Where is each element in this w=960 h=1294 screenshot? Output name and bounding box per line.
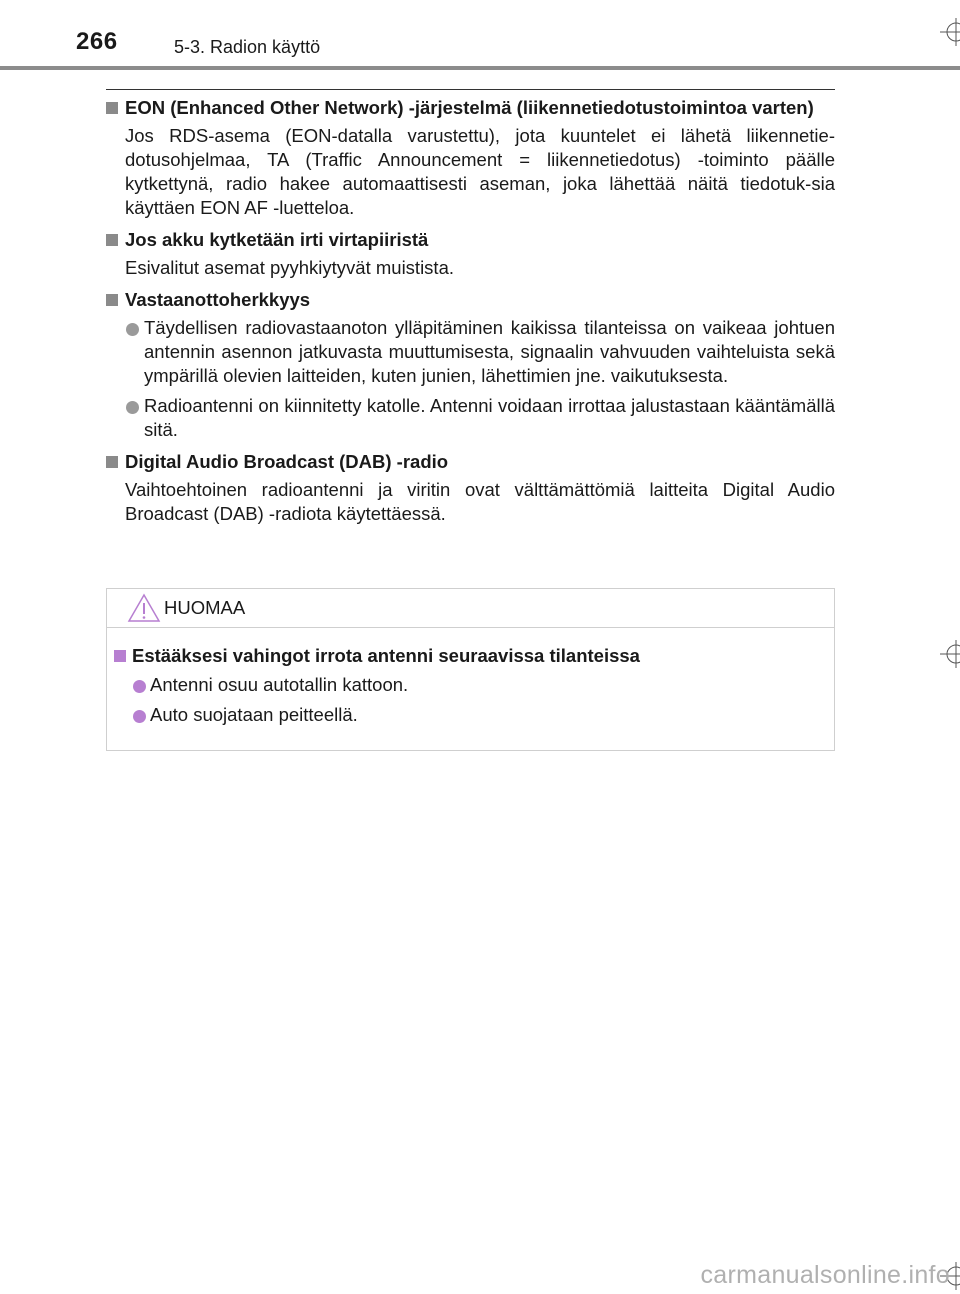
circle-bullet-icon: [126, 401, 139, 414]
section-text: Vaihtoehtoinen radioantenni ja viritin ovat välttämättömiä laitteita Digital Audio Broadcast (DAB) -radiota käytettäessä.: [125, 479, 835, 524]
notice-header: [107, 589, 834, 628]
square-bullet-icon: [106, 294, 118, 306]
section-heading: Vastaanottoherkkyys: [106, 288, 835, 312]
header-rule: [0, 66, 960, 70]
registration-mark-icon: [940, 18, 960, 46]
section-dab: [106, 450, 835, 526]
list-item: Radioantenni on kiinnitetty katolle. Antenni voidaan irrottaa jalustastaan kääntämällä sitä.: [106, 394, 835, 442]
section-text: Esivalitut asemat pyyhkiytyvät muistista.: [125, 257, 454, 278]
page-header: [0, 0, 960, 70]
warning-triangle-icon: [127, 593, 161, 623]
circle-bullet-icon: [133, 680, 146, 693]
square-bullet-icon: [114, 650, 126, 662]
registration-mark-icon: [940, 640, 960, 668]
section-title: 5-3. Radion käyttö: [174, 37, 321, 57]
list-item: Antenni osuu autotallin kattoon.: [114, 673, 820, 697]
section-eon: [106, 96, 835, 220]
circle-bullet-icon: [126, 323, 139, 336]
circle-bullet-icon: [133, 710, 146, 723]
page-number: 266: [76, 28, 118, 55]
section-heading: Jos akku kytketään irti virtapiiristä: [106, 228, 835, 252]
square-bullet-icon: [106, 102, 118, 114]
notice-box: [106, 588, 835, 751]
notice-heading: Estääksesi vahingot irrota antenni seuraavissa tilanteissa: [114, 644, 820, 668]
list-item: Auto suojataan peitteellä.: [114, 703, 820, 727]
section-heading: Digital Audio Broadcast (DAB) -radio: [106, 450, 835, 474]
section-battery: [106, 228, 835, 280]
square-bullet-icon: [106, 234, 118, 246]
section-reception: [106, 288, 835, 442]
main-content: [106, 96, 835, 534]
section-heading: EON (Enhanced Other Network) -järjestelmä (liikennetiedotustoimintoa varten): [106, 96, 835, 120]
watermark: carmanualsonline.info: [700, 1261, 950, 1289]
notice-title: HUOMAA: [164, 597, 246, 618]
notice-body: [107, 628, 834, 727]
content-top-rule: [106, 89, 835, 90]
section-text: Jos RDS-asema (EON-datalla varustettu), jota kuuntelet ei lähetä liikennetie-dotusohjelmaa, TA (Traffic Announcement = liikennetiedotus) -toiminto päälle kytkettynä, radio hakee automaattisesti aseman, joka lähettää näitä tiedotuk-sia käyttäen EON AF -luetteloa.: [125, 125, 835, 218]
square-bullet-icon: [106, 456, 118, 468]
list-item: Täydellisen radiovastaanoton ylläpitäminen kaikissa tilanteissa on vaikeaa johtuen antennin asennon jatkuvasta muuttumisesta, signaalin vahvuuden vaihteluista sekä ympärillä olevien laitteiden, kuten junien, lähettimien jne. vaikutuksesta.: [106, 316, 835, 388]
